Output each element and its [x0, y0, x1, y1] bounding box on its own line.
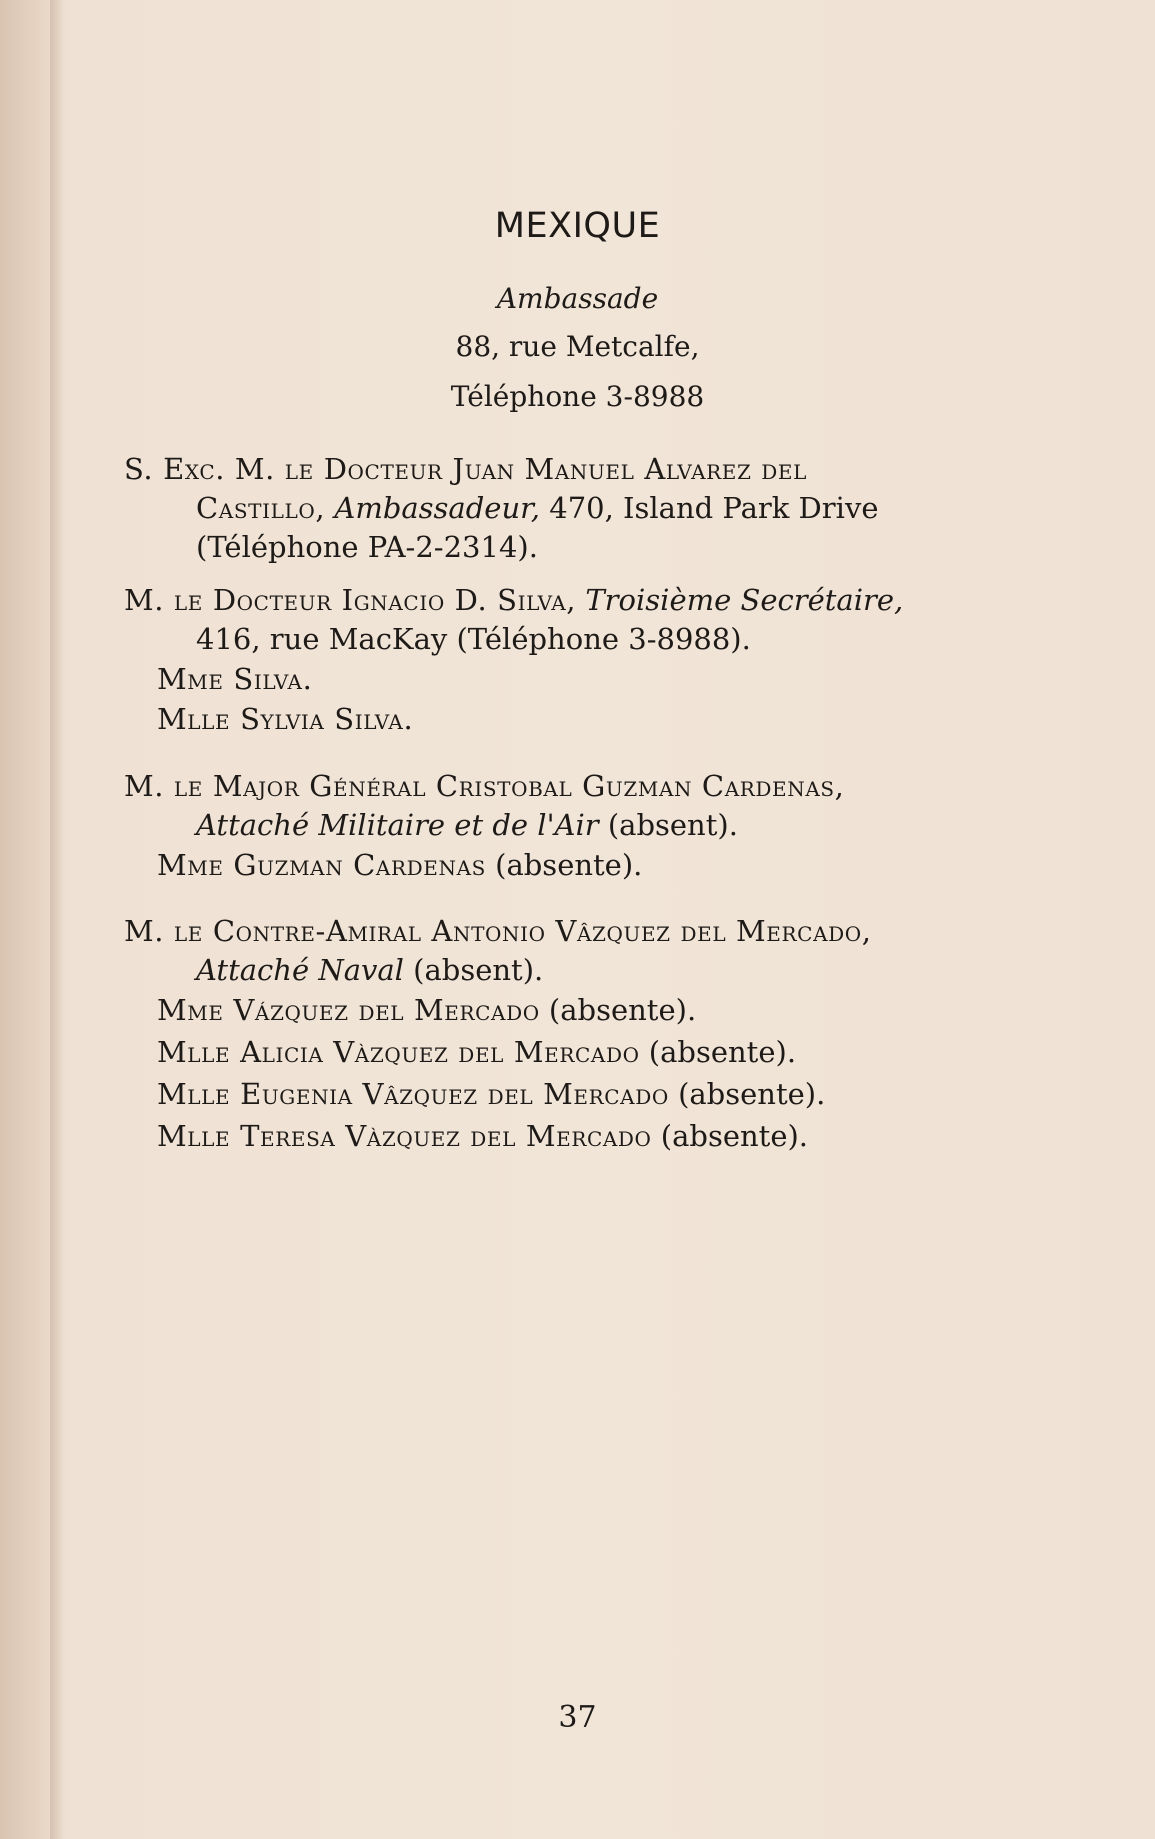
family-member-status: (absente). — [648, 1035, 797, 1069]
secretary-name: M. le Docteur Ignacio D. Silva, — [124, 583, 577, 617]
family-member: Mlle Sylvia Silva. — [157, 702, 414, 736]
naval-attache-title: Attaché Naval — [196, 953, 404, 987]
entry-military-attache — [124, 767, 1044, 845]
family-member-name: Mlle Eugenia Vâzquez del Mercado — [157, 1077, 669, 1111]
secretary-title: Troisième Secrétaire, — [585, 583, 904, 617]
entry-third-secretary — [124, 581, 1044, 659]
ambassador-title: Ambassadeur, — [334, 491, 541, 525]
mission-telephone: Téléphone 3-8988 — [450, 380, 705, 413]
entry-ambassador — [124, 450, 1044, 567]
naval-attache-name: M. le Contre-Amiral Antonio Vâzquez del Mercado, — [124, 914, 872, 948]
family-member-status: (absente). — [660, 1119, 809, 1153]
page-gutter-shadow — [50, 0, 64, 1839]
family-member — [157, 1075, 825, 1114]
country-heading: MEXIQUE — [494, 206, 661, 246]
secretary-address: 416, rue MacKay (Téléphone 3-8988). — [196, 622, 751, 656]
ambassador-phone: (Téléphone PA-2-2314). — [196, 530, 538, 564]
military-attache-status: (absent). — [607, 808, 738, 842]
ambassador-name-line1: S. Exc. M. le Docteur Juan Manuel Alvarez del — [124, 452, 808, 486]
mission-address: 88, rue Metcalfe, — [455, 330, 700, 363]
ambassador-name-line2: Castillo, — [196, 491, 326, 525]
family-member-status: (absente). — [678, 1077, 826, 1111]
family-member-name: Mlle Teresa Vàzquez del Mercado — [157, 1119, 652, 1153]
family-member-name: Mlle Alicia Vàzquez del Mercado — [157, 1035, 640, 1069]
page-number: 37 — [558, 1700, 597, 1735]
family-member-status: (absente). — [548, 993, 697, 1027]
family-member — [157, 991, 696, 1030]
naval-attache-status: (absent). — [413, 953, 544, 987]
family-member — [157, 1033, 796, 1072]
military-attache-name: M. le Major Général Cristobal Guzman Cardenas, — [124, 769, 845, 803]
entry-naval-attache — [124, 912, 1044, 990]
ambassador-address: 470, Island Park Drive — [549, 491, 879, 525]
mission-type: Ambassade — [496, 282, 659, 315]
family-member-status: (absente). — [495, 848, 643, 882]
family-member-name: Mme Guzman Cardenas — [157, 848, 486, 882]
family-member: Mme Silva. — [157, 662, 313, 696]
family-member — [157, 1117, 808, 1156]
family-member — [157, 846, 642, 885]
family-member-name: Mme Vázquez del Mercado — [157, 993, 540, 1027]
military-attache-title: Attaché Militaire et de l'Air — [196, 808, 599, 842]
